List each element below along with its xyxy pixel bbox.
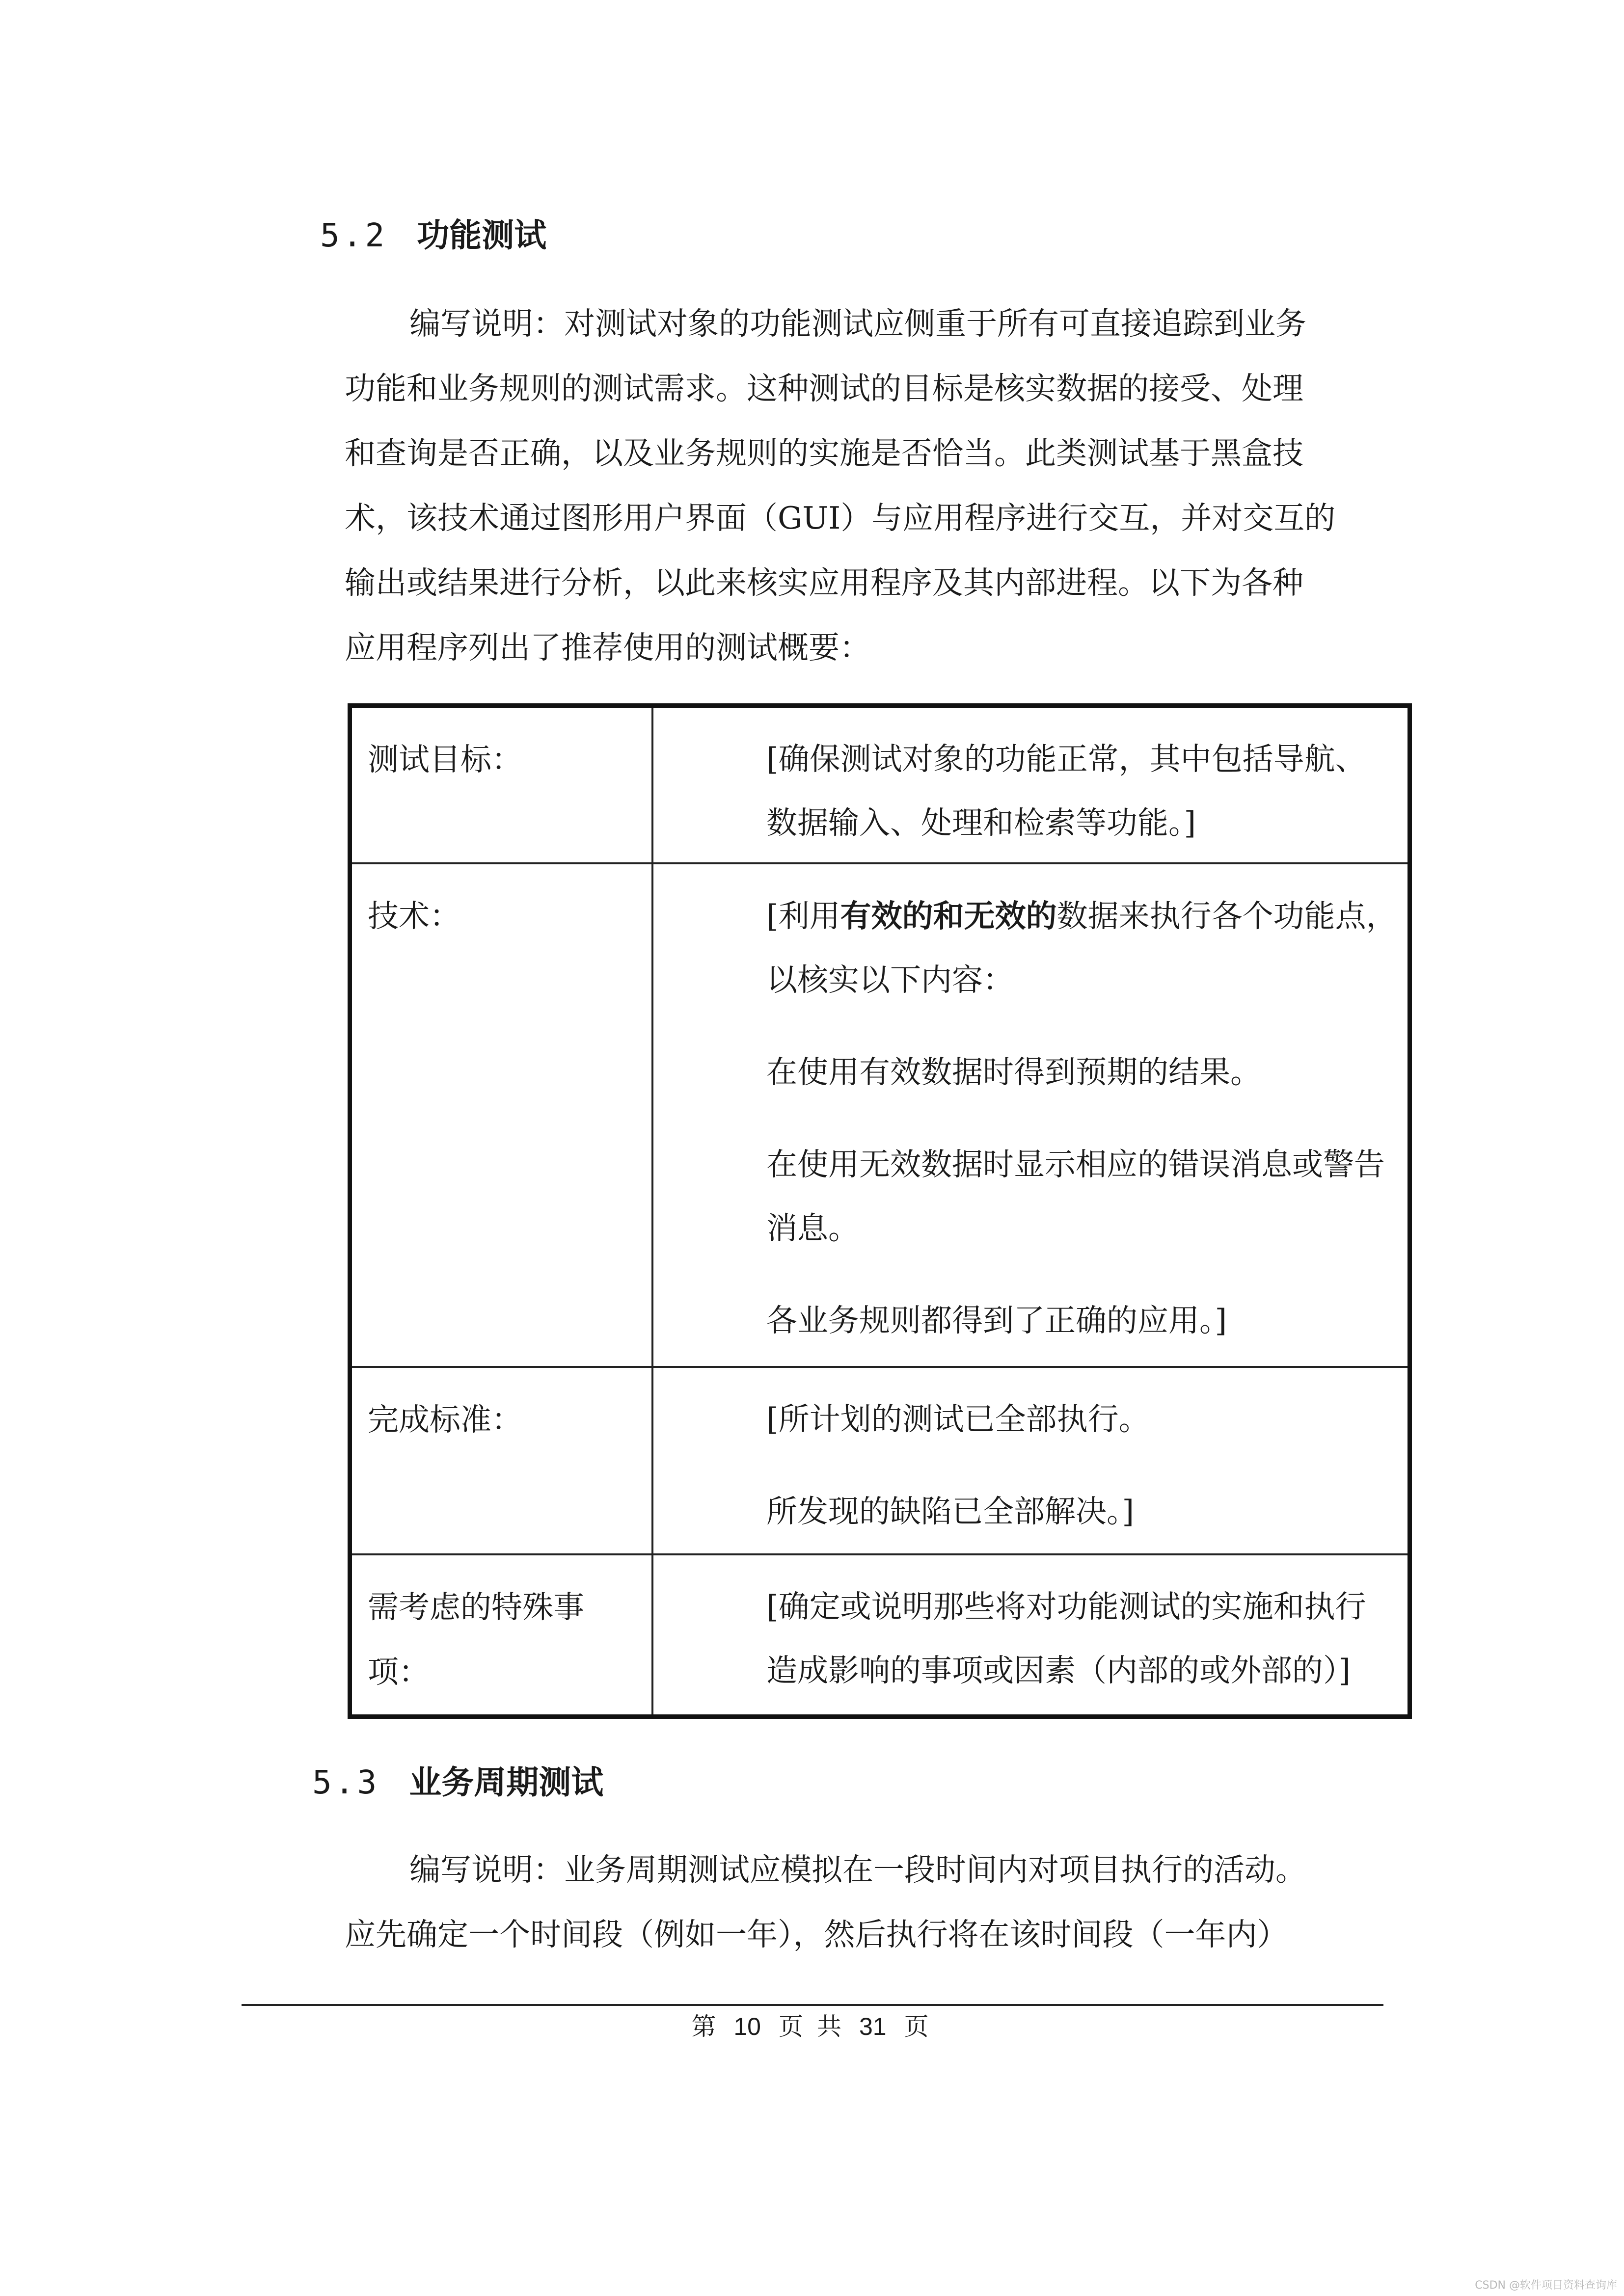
paragraph-line: 功能和业务规则的测试需求。这种测试的目标是核实数据的接受、处理 <box>345 371 1303 406</box>
bold-text-run: 有效的和无效的 <box>840 897 1057 934</box>
value-line: 以核实以下内容： <box>766 961 1014 998</box>
row-label: 技术： <box>350 863 653 1367</box>
paragraph-line: 术，该技术通过图形用户界面（GUI）与应用程序进行交互，并对交互的 <box>345 500 1336 536</box>
value-line: 消息。 <box>766 1210 859 1246</box>
row-value <box>652 863 1410 1367</box>
value-line: [确定或说明那些将对功能测试的实施和执行 <box>766 1588 1366 1625</box>
label-line: 项： <box>368 1654 430 1690</box>
current-page-number: 10 <box>733 2013 761 2040</box>
table-row-completion <box>350 1367 1410 1554</box>
section-number: 5.3 <box>312 1763 380 1801</box>
footer-word: 页 <box>904 2012 929 2041</box>
row-label: 测试目标： <box>350 706 653 863</box>
table-row-objective <box>350 706 1410 863</box>
value-line: [确保测试对象的功能正常，其中包括导航、 <box>766 741 1366 777</box>
watermark: CSDN @软件项目资料查询库 <box>1475 2279 1617 2292</box>
table-row-technique <box>350 863 1410 1367</box>
test-summary-table <box>348 703 1412 1719</box>
intro-paragraph-5-3 <box>345 1838 1385 1967</box>
paragraph-line: 编写说明：对测试对象的功能测试应侧重于所有可直接追踪到业务 <box>409 306 1306 342</box>
paragraph-line: 应用程序列出了推荐使用的测试概要： <box>345 630 870 666</box>
text-run: [利用 <box>766 898 840 934</box>
section-number: 5.2 <box>320 216 388 254</box>
intro-paragraph-5-2 <box>345 292 1385 680</box>
total-page-number: 31 <box>859 2013 887 2040</box>
value-line: 造成影响的事项或因素（内部的或外部的）] <box>766 1652 1351 1688</box>
value-line: [所计划的测试已全部执行。 <box>766 1401 1150 1438</box>
value-line: 数据输入、处理和检索等功能。] <box>766 805 1196 841</box>
paragraph-line: 编写说明：业务周期测试应模拟在一段时间内对项目执行的活动。 <box>409 1852 1306 1888</box>
value-line: 在使用有效数据时得到预期的结果。 <box>766 1054 1261 1090</box>
row-value <box>652 1554 1410 1717</box>
paragraph-line: 应先确定一个时间段（例如一年），然后执行将在该时间段（一年内） <box>345 1917 1288 1952</box>
row-label <box>350 1554 653 1717</box>
row-value <box>652 706 1410 863</box>
value-line: 在使用无效数据时显示相应的错误消息或警告 <box>766 1146 1385 1182</box>
label-line: 需考虑的特殊事 <box>368 1589 584 1625</box>
section-heading-5-2 <box>320 216 546 255</box>
row-label: 完成标准： <box>350 1367 653 1554</box>
footer-word: 共 <box>817 2012 841 2041</box>
text-run: 数据来执行各个功能点， <box>1056 898 1397 934</box>
paragraph-line: 和查询是否正确，以及业务规则的实施是否恰当。此类测试基于黑盒技 <box>345 435 1303 471</box>
value-line: 所发现的缺陷已全部解决。] <box>766 1494 1135 1530</box>
paragraph-line: 输出或结果进行分析，以此来核实应用程序及其内部进程。以下为各种 <box>345 565 1303 601</box>
footer-word: 页 <box>779 2012 803 2041</box>
footer-word: 第 <box>691 2012 716 2041</box>
section-title: 业务周期测试 <box>409 1763 604 1801</box>
table-row-special <box>350 1554 1410 1717</box>
page-footer <box>638 2010 982 2043</box>
footer-divider <box>242 2004 1383 2006</box>
section-title: 功能测试 <box>417 216 547 254</box>
section-heading-5-3 <box>312 1763 603 1802</box>
value-line <box>766 884 1397 948</box>
row-value <box>652 1367 1410 1554</box>
value-line: 各业务规则都得到了正确的应用。] <box>766 1302 1227 1338</box>
